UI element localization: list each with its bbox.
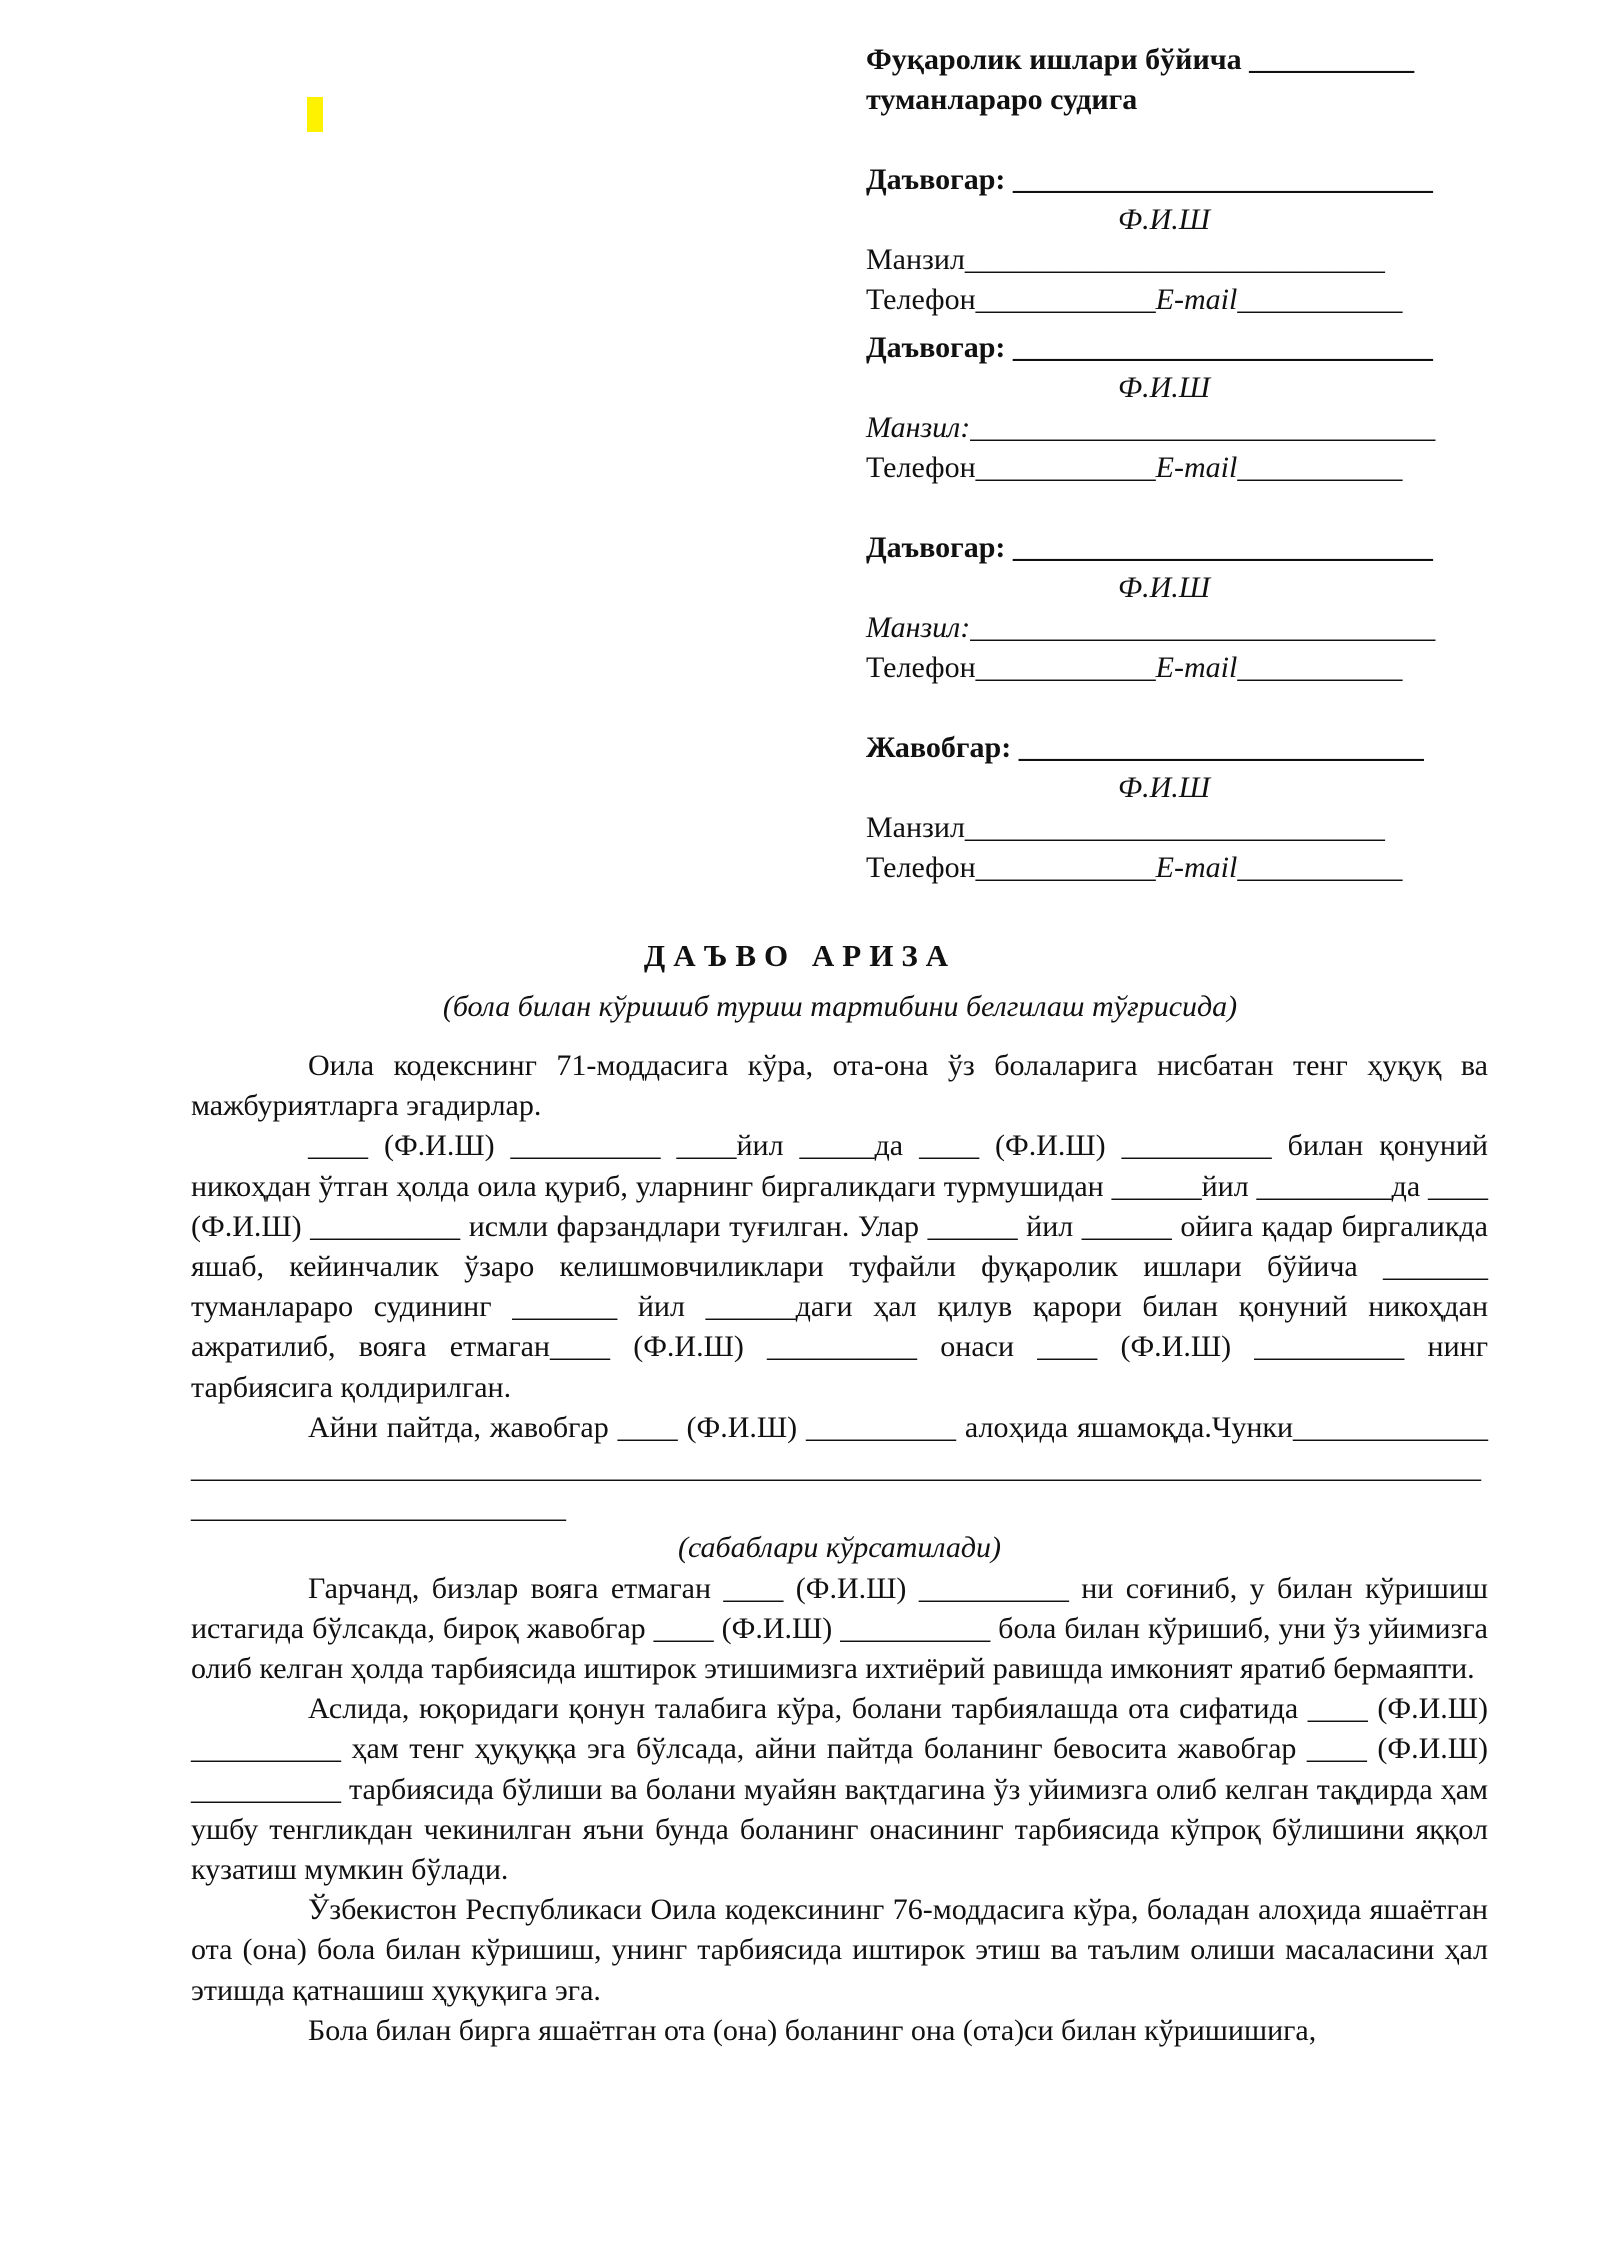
document-body bbox=[191, 1046, 1488, 2051]
plaintiff-3-fio: Ф.И.Ш bbox=[1118, 571, 1211, 604]
plaintiff-3-label: Даъвогар: ____________________________ bbox=[866, 531, 1433, 564]
plaintiff-1-email-blank: ___________ bbox=[1237, 283, 1403, 316]
plaintiff-1-address: Манзил____________________________ bbox=[866, 243, 1385, 276]
paragraph-2: ____ (Ф.И.Ш) __________ ____йил _____да ____ (Ф.И.Ш) __________ билан қонуний никоҳдан ўтган ҳолда оила қуриб, уларнинг биргаликдаги турмушидан ______йил _________да ____ (Ф.И.Ш) __________ исмли фарзандлари туғилган. Улар ______ йил ______ ойига қадар биргаликда яшаб, кейинчалик ўзаро келишмовчиликлари туфайли фуқаролик ишлари бўйича _______ туманлараро судининг _______ йил ______даги ҳал қилув қарори билан қонуний никоҳдан ажратилиб, вояга етмаган____ (Ф.И.Ш) __________ онаси ____ (Ф.И.Ш) __________ нинг тарбиясига қолдирилган. bbox=[191, 1129, 1488, 1404]
defendant-email-blank: ___________ bbox=[1237, 851, 1403, 884]
document-title: ДАЪВО АРИЗА bbox=[643, 938, 957, 973]
document-subtitle: (бола билан кўришиб туриш тартибини белгилаш тўғрисида) bbox=[442, 990, 1238, 1023]
plaintiff-1-contacts bbox=[866, 280, 1486, 320]
plaintiff-3-phone: Телефон____________ bbox=[866, 651, 1156, 684]
plaintiff-2-address: Манзил:_______________________________ bbox=[866, 411, 1436, 444]
plaintiff-1-fio: Ф.И.Ш bbox=[1118, 203, 1211, 236]
plaintiff-3-email-blank: ___________ bbox=[1237, 651, 1403, 684]
defendant-fio: Ф.И.Ш bbox=[1118, 771, 1211, 804]
plaintiff-3-email-label: E-mail bbox=[1155, 651, 1238, 684]
yellow-highlight-mark bbox=[307, 97, 323, 132]
paragraph-5: Аслида, юқоридаги қонун талабига кўра, болани тарбиялашда ота сифатида ____ (Ф.И.Ш) __________ ҳам тенг ҳуқуққа эга бўлсада, айни пайтда боланинг бевосита жавобгар ____ (Ф.И.Ш) __________ тарбиясида бўлиши ва болани муайян вақтдагина ўз уйимизга олиб келган тақдирда ҳам ушбу тенгликдан чекинилган яъни бунда боланинг онасининг тарбиясида кўпроқ бўлишини яққол кузатиш мумкин бўлади. bbox=[191, 1692, 1488, 1887]
paragraph-7: Бола билан бирга яшаётган ота (она) боланинг она (ота)си билан кўришишига, bbox=[308, 2013, 1317, 2047]
paragraph-3: Айни пайтда, жавобгар ____ (Ф.И.Ш) __________ алоҳида яшамоқда.Чунки____________________________________________________________________________________________________________________________ bbox=[191, 1410, 1488, 1525]
plaintiff-2-email-blank: ___________ bbox=[1237, 451, 1403, 484]
addressee-block bbox=[866, 40, 1486, 888]
plaintiff-3-contacts bbox=[866, 648, 1486, 688]
plaintiff-2-fio: Ф.И.Ш bbox=[1118, 371, 1211, 404]
defendant-label: Жавобгар: ___________________________ bbox=[866, 731, 1424, 764]
plaintiff-1-email-label: E-mail bbox=[1155, 283, 1238, 316]
plaintiff-2-label: Даъвогар: ____________________________ bbox=[866, 331, 1433, 364]
plaintiff-2-phone: Телефон____________ bbox=[866, 451, 1156, 484]
plaintiff-1-phone: Телефон____________ bbox=[866, 283, 1156, 316]
defendant-email-label: E-mail bbox=[1155, 851, 1238, 884]
court-line-2: туманлараро судига bbox=[866, 83, 1138, 116]
paragraph-6: Ўзбекистон Республикаси Оила кодексининг 76-моддасига кўра, боладан алоҳида яшаётган ота (она) бола билан кўришиш, унинг тарбиясида иштирок этиш ва таълим олиши масаласини ҳал этишда қатнашиш ҳуқуқига эга. bbox=[191, 1893, 1488, 2007]
plaintiff-1-label: Даъвогар: ____________________________ bbox=[866, 163, 1433, 196]
paragraph-3-note: (сабаблари кўрсатилади) bbox=[677, 1531, 1002, 1565]
court-line-1: Фуқаролик ишлари бўйича ___________ bbox=[866, 43, 1415, 76]
defendant-contacts bbox=[866, 848, 1486, 888]
paragraph-4: Гарчанд, бизлар вояга етмаган ____ (Ф.И.Ш) __________ ни соғиниб, у билан кўришиш истагида бўлсакда, бироқ жавобгар ____ (Ф.И.Ш) __________ бола билан кўришиб, уни ўз уйимизга олиб келган ҳолда тарбиясида иштирок этишимизга ихтиёрий равишда имконият яратиб бермаяпти. bbox=[191, 1571, 1488, 1686]
defendant-phone: Телефон____________ bbox=[866, 851, 1156, 884]
plaintiff-3-address: Манзил:_______________________________ bbox=[866, 611, 1436, 644]
defendant-address: Манзил____________________________ bbox=[866, 811, 1385, 844]
plaintiff-2-email-label: E-mail bbox=[1155, 451, 1238, 484]
plaintiff-2-contacts bbox=[866, 448, 1486, 488]
paragraph-1: Оила кодекснинг 71-моддасига кўра, ота-она ўз болаларига нисбатан тенг ҳуқуқ ва мажбуриятларга эгадирлар. bbox=[191, 1049, 1488, 1123]
